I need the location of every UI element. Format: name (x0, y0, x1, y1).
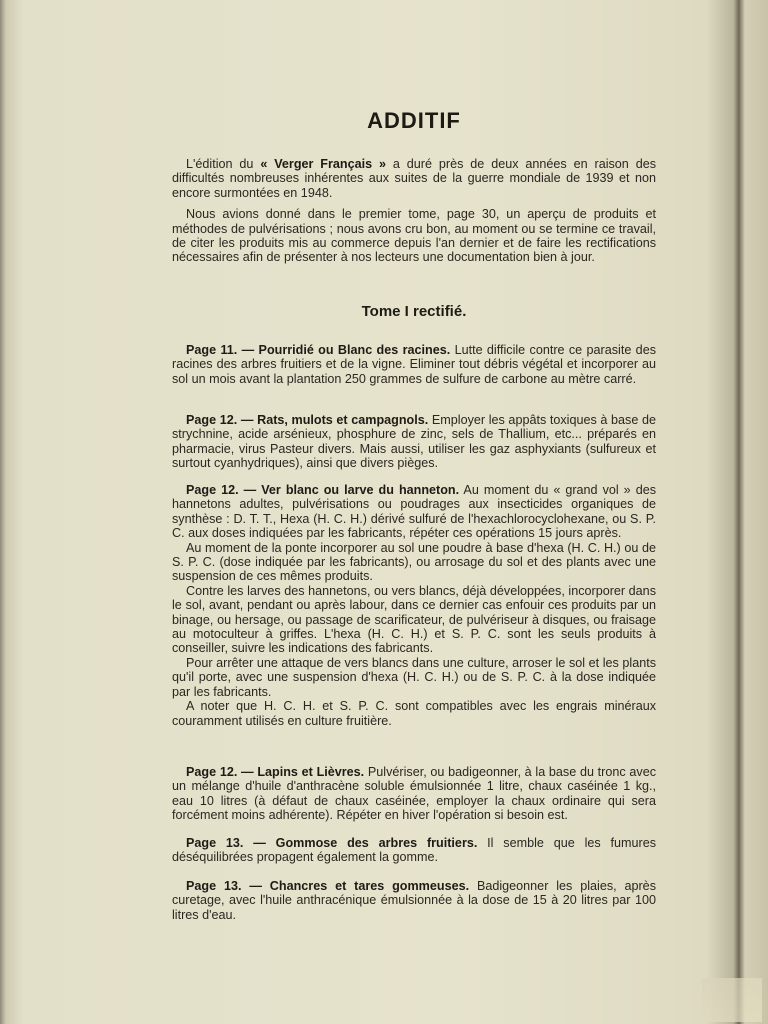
section-page13-gommose (172, 836, 656, 865)
entry-paragraph: Contre les larves des hannetons, ou vers blancs, déjà développées, incorporer dans le sol, avant, pendant ou après labour, dans ce dernier cas enfouir ces produits par un binage, ou hersage, ou passage de scarificateur, de pulvériseur à disques, ou fraisage au motoculteur à griffes. L'hexa (H. C. H.) et S. P. C. sont les seuls produits à conseiller, suivre les indications des fabricants. (172, 583, 656, 656)
section-title: Tome I rectifié. (361, 303, 467, 320)
intro-paragraph-1 (172, 157, 656, 200)
text: a duré près de deux années en raison des difficultés nombreuses inhérentes aux suites de la guerre mondiale de 1939 et non encore surmontées en 1948. (172, 157, 656, 200)
entry-text: Badigeonner les plaies, après curetage, avec l'huile anthracénique émulsionnée à la dose de 15 à 20 litres par 100 litres d'eau. (172, 879, 656, 922)
page-title: ADDITIF (367, 108, 461, 133)
entry-text: Employer les appâts toxiques à base de strychnine, acide arsénieux, phosphure de zinc, sels de Thallium, etc... préparés en pharmacie, virus Pasteur divers. Mais aussi, utiliser les gaz asphyxiants (sulfureux et surtout cyanhydriques), ainsi que divers pièges. (172, 413, 656, 471)
entry-heading: Page 12. — Rats, mulots et campagnols. (186, 413, 429, 427)
entry-text: Pulvériser, ou badigeonner, à la base du tronc avec un mélange d'huile d'anthracène soluble émulsionnée 1 litre, chaux caséinée 1 kg., eau 10 litres (à défaut de chaux caséinée, employer la chaux ordinaire qui sera forcément moins adhérente). Répéter en hiver l'opération si besoin est. (172, 765, 656, 823)
intro (172, 157, 656, 265)
entry-heading: Page 13. — Chancres et tares gommeuses. (186, 879, 470, 893)
section-page13-chancres (172, 879, 656, 922)
entry-paragraph: Pour arrêter une attaque de vers blancs dans une culture, arroser le sol et les plants qu'il porte, avec une suspension d'hexa (H. C. H.) ou de S. P. C. à la dose indiquée par les fabricants. (172, 655, 656, 699)
entry-text: Il semble que les fumures déséquilibrées propagent également la gomme. (172, 836, 656, 865)
entry-paragraph: Au moment de la ponte incorporer au sol une poudre à base d'hexa (H. C. H.) ou de S. P. C. (dose indiquée par les fabricants), ou arrosage du sol et des plants avec une suspension de ces mêmes produits. (172, 540, 656, 584)
entry-paragraph: A noter que H. C. H. et S. P. C. sont compatibles avec les engrais minéraux couramment utilisés en culture fruitière. (172, 699, 656, 728)
entry-heading: Page 12. — Ver blanc ou larve du hanneton. (186, 483, 460, 497)
section-page12-ver-blanc (172, 483, 656, 728)
corner-thumbnail (702, 978, 762, 1022)
intro-paragraph-2: Nous avions donné dans le premier tome, page 30, un aperçu de produits et méthodes de pulvérisations ; nous avons cru bon, au moment ou se termine ce travail, de citer les produits mis au commerce depuis l'an dernier et de faire les rectifications nécessaires afin de présenter à nos lecteurs une documentation bien à jour. (172, 207, 656, 265)
section-page12-rats (172, 413, 656, 471)
section-page11 (172, 343, 656, 386)
text: L'édition du (186, 157, 261, 171)
entry-heading: Page 11. — Pourridié ou Blanc des racines. (186, 343, 451, 357)
book-title: « Verger Français » (260, 157, 387, 171)
entry-heading: Page 12. — Lapins et Lièvres. (186, 765, 365, 779)
entry-text: Au moment du « grand vol » des hannetons adultes, pulvérisations ou poudrages aux insecticides organiques de synthèse : D. T. T., Hexa (H. C. H.) dérivé sulfuré de l'hexachlorocyclohexane, ou S. P. C. aux doses indiquées par les fabricants, répéter ces opérations 15 jours après. (172, 483, 656, 541)
entry-heading: Page 13. — Gommose des arbres fruitiers. (186, 836, 478, 850)
entry-text: Lutte difficile contre ce parasite des racines des arbres fruitiers et de la vigne. Eliminer tout débris végétal et incorporer au sol un mois avant la plantation 250 grammes de sulfure de carbone au mètre carré. (172, 343, 656, 386)
section-page12-lapins (172, 765, 656, 823)
